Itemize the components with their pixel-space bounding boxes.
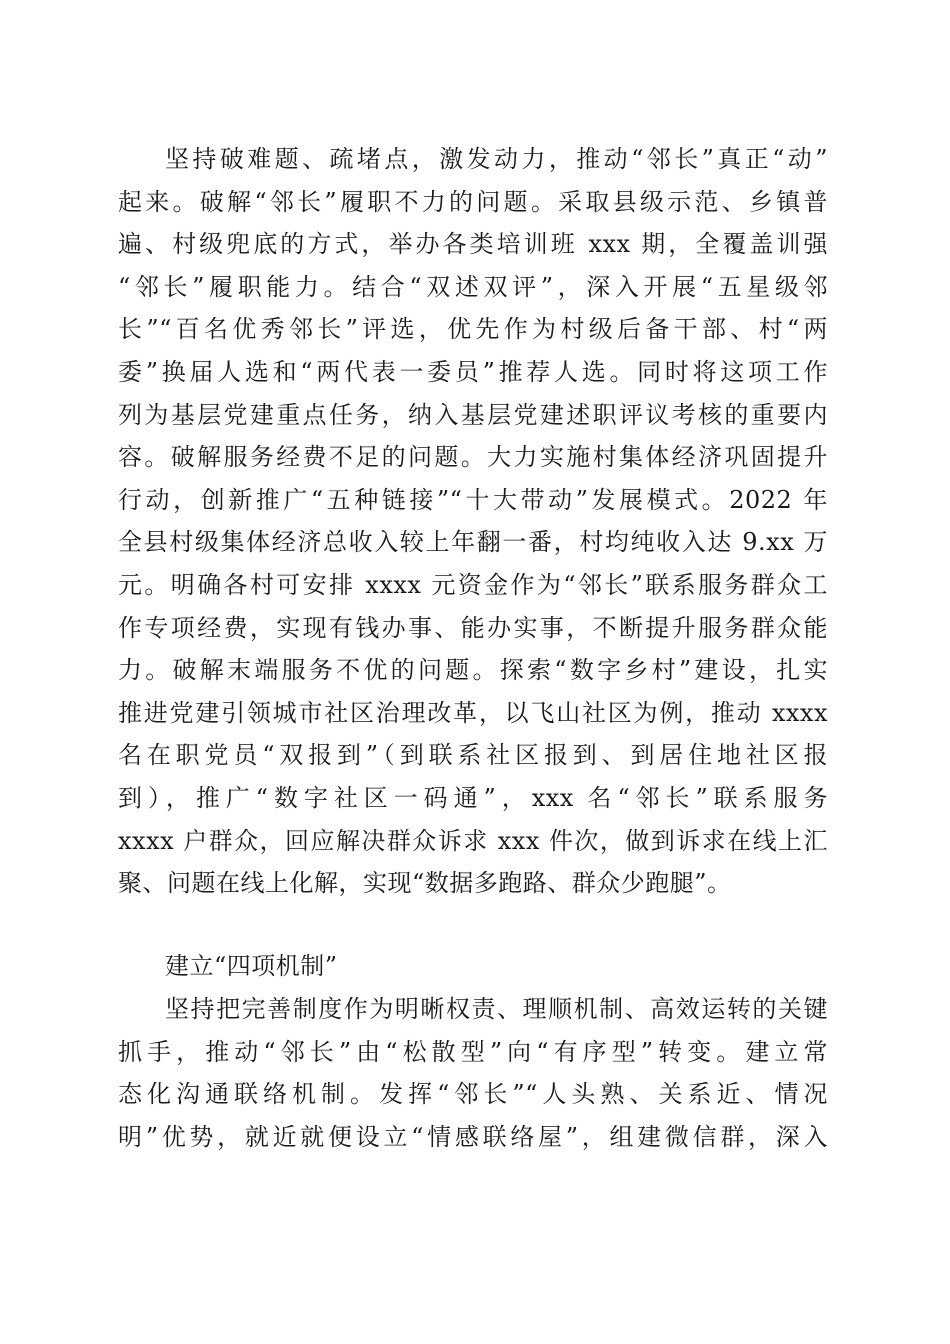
paragraph-line: 坚持把完善制度作为明晰权责、理顺机制、高效运转的关键 [165,995,828,1023]
paragraph-line: 名在职党员“双报到”（到联系社区报到、到居住地社区报 [118,741,828,770]
paragraph-line: 态化沟通联络机制。发挥“邻长”“人头熟、关系近、情况 [118,1080,828,1109]
paragraph-organizing-neighbors [118,138,828,905]
paragraph-line: 容。破解服务经费不足的问题。大力实施村集体经济巩固提升 [118,443,828,472]
paragraph-line: 行动，创新推广“五种链接”“十大带动”发展模式。2022 年 [118,485,828,514]
paragraph-line: 起来。破解“邻长”履职不力的问题。采取县级示范、乡镇普 [118,187,828,216]
paragraph-line: 坚持破难题、疏堵点，激发动力，推动“邻长”真正“动” [165,145,828,173]
paragraph-line: 力。破解末端服务不优的问题。探索“数字乡村”建设，扎实 [118,656,828,685]
heading-text: 建立“四项机制” [165,952,338,980]
paragraph-line: “邻长”履职能力。结合“双述双评”，深入开展“五星级邻 [118,272,828,301]
paragraph-line: 推进党建引领城市社区治理改革，以飞山社区为例，推动 xxxx [118,698,828,727]
section-heading [118,945,828,988]
paragraph-line: 长”“百名优秀邻长”评选，优先作为村级后备干部、村“两 [118,315,828,344]
paragraph-line-last: 聚、问题在线上化解，实现“数据多跑路、群众少跑腿”。 [118,869,732,898]
paragraph-line: 委”换届人选和“两代表一委员”推荐人选。同时将这项工作 [118,357,828,386]
paragraph-line: xxxx 户群众，回应解决群众诉求 xxx 件次，做到诉求在线上汇 [118,826,828,855]
paragraph-line: 元。明确各村可安排 xxxx 元资金作为“邻长”联系服务群众工 [118,570,828,599]
paragraph-line: 作专项经费，实现有钱办事、能办实事，不断提升服务群众能 [118,613,828,642]
paragraph-line: 遍、村级兜底的方式，举办各类培训班 xxx 期，全覆盖训强 [118,230,828,259]
paragraph-four-mechanisms [118,988,828,1158]
paragraph-line: 全县村级集体经济总收入较上年翻一番，村均纯收入达 9.xx 万 [118,528,828,557]
paragraph-line: 列为基层党建重点任务，纳入基层党建述职评议考核的重要内 [118,400,828,429]
paragraph-line: 抓手，推动“邻长”由“松散型”向“有序型”转变。建立常 [118,1037,828,1066]
paragraph-line: 明”优势，就近就便设立“情感联络屋”，组建微信群，深入 [118,1122,828,1151]
paragraph-line: 到），推广“数字社区一码通”，xxx 名“邻长”联系服务 [118,783,828,812]
